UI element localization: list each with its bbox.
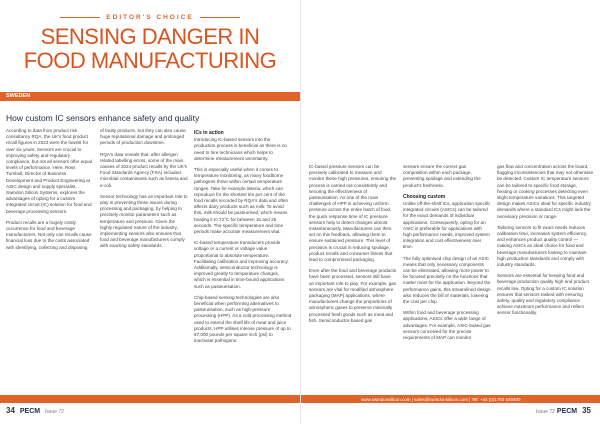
right-page [300, 0, 600, 424]
paragraph: IC-based temperature transducers provide voltage or a current or voltage value proportional to absolute temperature. Facilitating calibration and improving accuracy. Additionally, semiconductor technology is improved greatly to temperature changes, which is essential in time-bound applications such as pasteurisation. [194, 240, 289, 289]
paragraph: According to data from product risk consultancy RQA, the UK's food product recall figures in 2023 were the lowest for over six years. Sensors are crucial to improving safety and regulatory compliance, but not all sensors offer equal levels of performance. Here, Ross Turnbull, Director of Business Development and Product Engineering at ASIC design and supply specialist, Swindon Silicon Systems, explores the advantages of opting for a custom integrated circuit (IC) solution for food and beverage processing sensors. [6, 128, 92, 214]
page-number: 35 [582, 406, 591, 415]
paragraph: Sensor technology has an important role to play in preventing these issues during processing and packaging, by helping to precisely monitor parameters such as temperature and pressure. Given the highly regulated nature of the industry, implementing sensors also ensures that food and beverage manufacturers comply with exacting safety standards. [100, 193, 188, 249]
section-label: SWEDEN [6, 93, 31, 99]
paragraph: RQA's data reveals that, after allergen related labelling errors, some of the main causes of 2024 product recalls by the UK's Food Standards Agency (FSA) included microbial contaminants such as listeria and e-coli. [100, 151, 188, 188]
left-column-1 [6, 128, 94, 256]
section-band [0, 92, 300, 101]
paragraph: Product recalls are a hugely costly occurrence for food and beverage manufacturers. Not only can recalls cause financial loss due to the costs associated with identifying, collecting and disposing [6, 219, 92, 250]
right-column-2 [403, 164, 491, 346]
headline-line-2: FOOD MANUFACTURING [23, 48, 277, 73]
page-number: 34 [6, 406, 15, 415]
paragraph: Tailoring sensors to fit exact needs reduces calibration time, increases system efficiency, and enhances product quality control — making ASICs an ideal choice for food and beverage manufacturers looking to maintain high production standards and comply with industry standards. [497, 224, 588, 268]
paragraph: Introducing IC-based sensors into the production process is beneficial as there is no need to hire technicians which helps to determine measurement uncertainty. [194, 137, 287, 161]
footer-band [0, 395, 300, 403]
right-column-1 [309, 164, 397, 329]
folio-right [536, 406, 594, 415]
paragraph: Sensors are essential for keeping food and beverage production quality high and product recalls low. Opting for a custom IC solution ensures that sensors tasked with ensuring safety, quality and regulatory compliance achieve maximum performance and reflect sensor functionality. [497, 273, 589, 316]
issue-label: Issue 72 [45, 409, 64, 415]
magazine-name: PECM [556, 408, 578, 415]
contact-text: www.swindonsilicon.com | sales@swindonsilicon.com | Tel: +44 (0)1793 649400 [361, 396, 521, 402]
right-column-3 [497, 164, 593, 322]
paragraph: of faulty products, but they can also cause huge reputational damage and prolonged periods of production downtime. [100, 128, 186, 146]
left-column-2 [100, 128, 188, 255]
paragraph: The fully optimised chip design of an ASIC means that only necessary components can be eliminated, allowing more power to be focused precisely on the functions that matter most for the application. Beyond the performance gains, this streamlined design also reduces the bill of materials, lowering the cost per chip. [403, 255, 491, 305]
contact-band [301, 395, 600, 403]
left-column-3 [194, 130, 292, 350]
paragraph: Unlike off-the-shelf ICs, application specific integrated circuits (ASICs) can be tailored for the exact demands of individual applications. Consequently, opting for an ASIC is preferable for applications with high performance needs, improved system integration and cost effectiveness over time. [403, 201, 491, 250]
section-heading: ICs in action [194, 130, 224, 136]
paragraph: This is especially useful when it comes to temperature monitoring, as many foodborne pathogens thrive within certain temperature ranges. Take for example listeria, which can reproduce for the shortest ten per cent of the food recalls recorded by RQA's data and often affects dairy products such as milk. To avoid this, milk should be pasteurised, which means heating it to 72°C for between 15 and 25 seconds. The specific temperature and time periods make accurate measurement vital. [194, 167, 289, 235]
section-heading: Choosing custom [403, 193, 446, 200]
paragraph: Within food and beverage processing applications, ASICs offer a wide range of advantages. For example, ASIC-based gas sensors conceived for the precise requirements of MAP can monitor [403, 310, 491, 341]
folio-left [6, 406, 64, 415]
headline-line-1: SENSING DANGER IN [40, 24, 260, 49]
article-subtitle: How custom IC sensors enhance safety and quality [6, 113, 200, 123]
article-headline [0, 25, 300, 73]
paragraph: sensors ensure the correct gas composition within each package, preventing spoilage and extending the product's freshness. [403, 164, 481, 188]
magazine-name: PECM [19, 408, 41, 415]
paragraph: gas flow and concentration across the board, flagging inconsistencies that may not otherwise be detected. Custom IC temperature sensors can be tailored to specific food storage, heating or cooking processes detecting even slight temperature variations. This targeted design makes ASICs ideal for specific industry demands where a standard ICs might lack the necessary precision or range. [497, 164, 594, 219]
paragraph: IC-based pressure sensors can be precisely calibrated to measure and monitor these high pressures, ensuring the process is carried out consistently and securing the effectiveness of pasteurisation. As one of the main challenges of HPP is achieving uniform pressure across the entire batch of food, the quick response time of IC pressure sensors help to detect changes almost instantaneously. Manufacturers can then act on this feedback, allowing them to ensure sustained pressure. This level of precision is crucial in reducing spoilage, product recalls and consumer illness that lead to compromised packaging. [309, 164, 397, 263]
editors-choice-kicker: EDITOR'S CHOICE [0, 14, 300, 21]
issue-label: Issue 72 [536, 409, 555, 415]
paragraph: Chip-based sensing technologies are also beneficial when performing alternatives to pasteurisation, such as high-pressure processing (HPP). As a cold processing method used to extend the shelf life of meat and juice products, HPP utilises intense pressure of up to 87,000 pounds per square inch (psi) to inactivate pathogens. [194, 294, 292, 344]
paragraph: Even after the food and beverage products have been processed, sensors still have an important role to play. For example, gas sensors are vital for modified atmosphere packaging (MAP) applications, where manufacturers change the proportions of atmospheric gases to preserve minimally processed fresh goods such as meat and fish. Semiconductor-based gas [309, 268, 397, 323]
